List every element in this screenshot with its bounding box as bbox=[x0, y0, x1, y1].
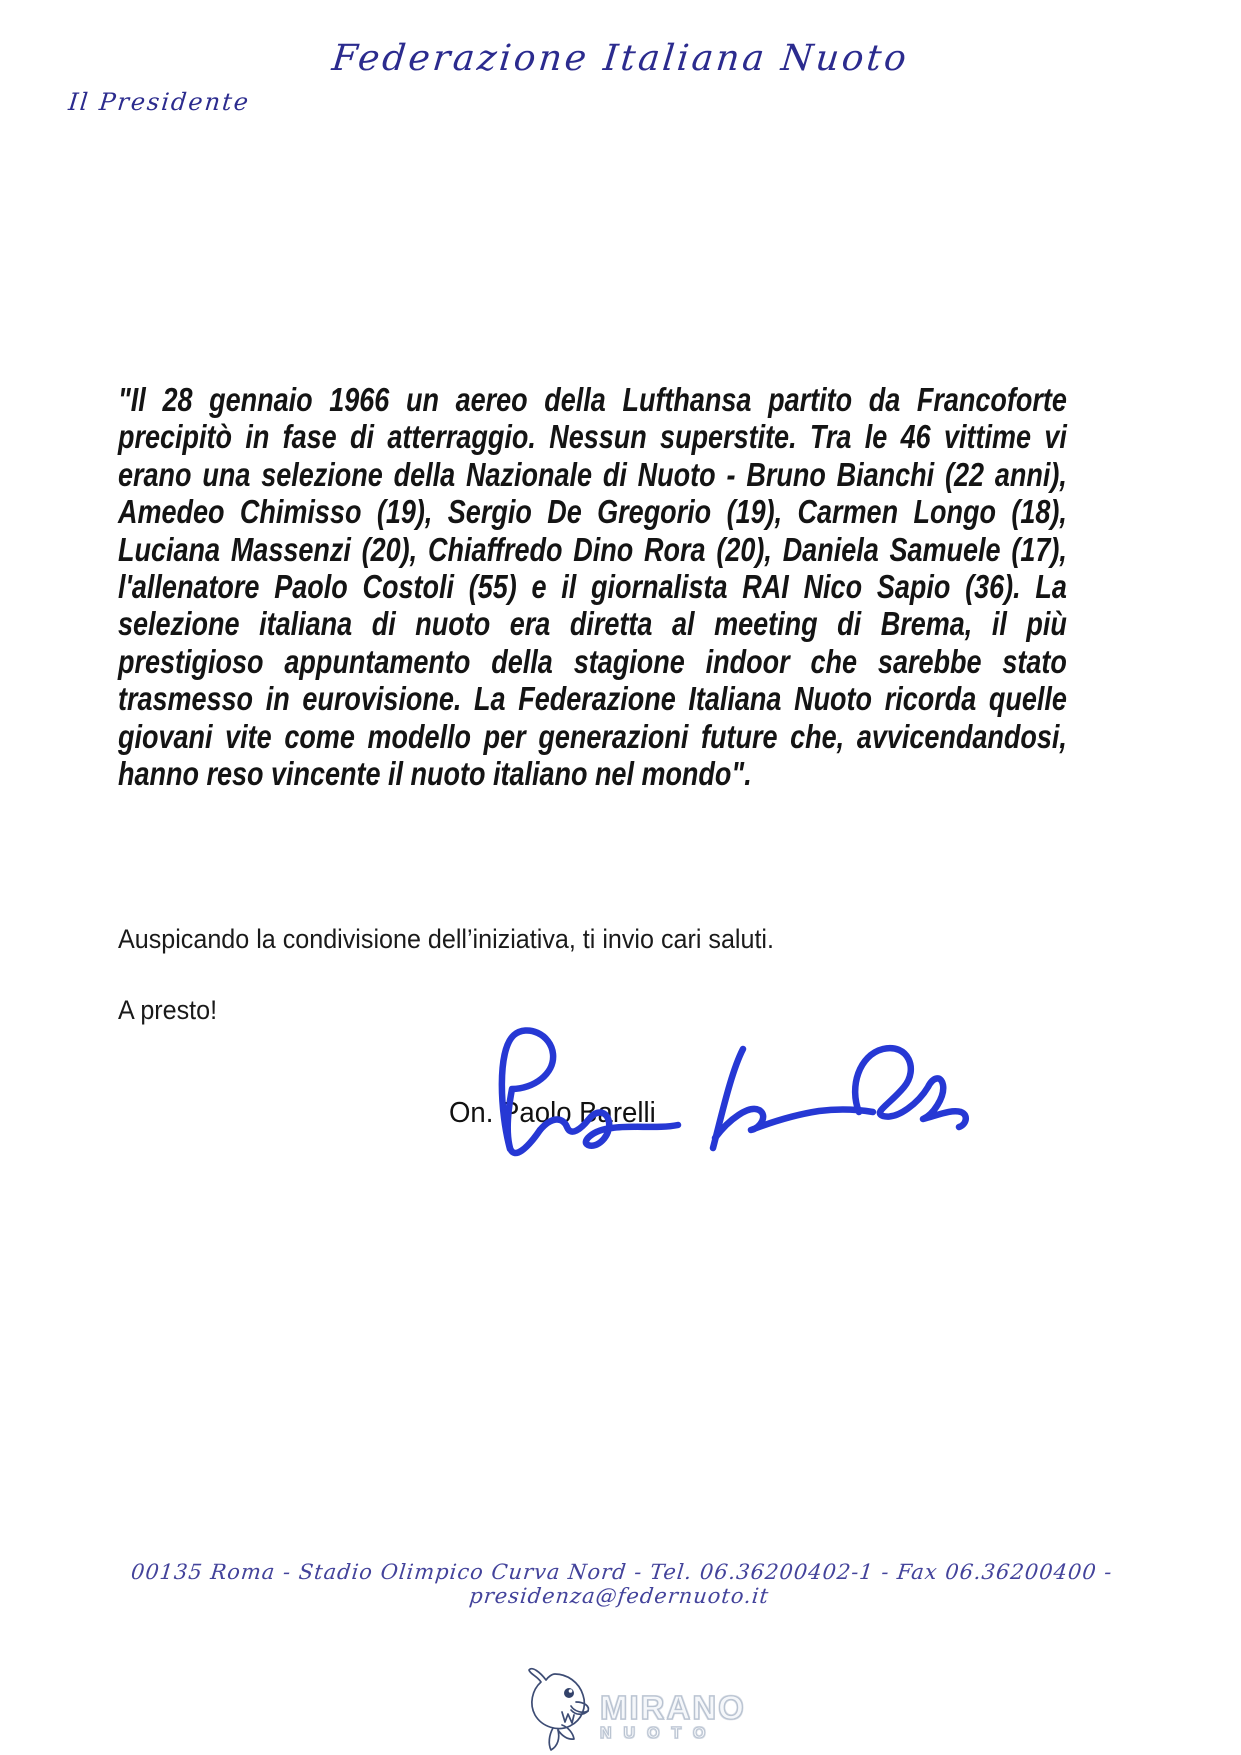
signature-stroke bbox=[715, 1109, 873, 1138]
logo-sub-brand: NUOTO bbox=[600, 1725, 718, 1742]
mirano-nuoto-logo bbox=[524, 1660, 746, 1752]
logo-brand-name: MIRANO bbox=[600, 1689, 746, 1726]
organization-name: Federazione Italiana Nuoto bbox=[330, 38, 911, 79]
signer-name: On. Paolo Barelli bbox=[449, 1097, 656, 1129]
dolphin-icon bbox=[524, 1660, 594, 1752]
closing-line: Auspicando la condivisione dell’iniziativa, ti invio cari saluti. bbox=[118, 924, 774, 954]
signature-ink bbox=[430, 1012, 990, 1162]
signature-stroke bbox=[713, 1049, 743, 1148]
quote-paragraph: "Il 28 gennaio 1966 un aereo della Lufthansa partito da Francoforte precipitò in fase di atterraggio. Nessun superstite. Tra le 46 vittime vi erano una selezione della Nazionale di Nuoto - Bruno Bianchi (22 anni), Amedeo Chimisso (19), Sergio De Gregorio (19), Carmen Longo (18), Luciana Massenzi (20), Chiaffredo Dino Rora (20), Daniela Samuele (17), l'allenatore Paolo Costoli (55) e il giornalista RAI Nico Sapio (36). La selezione italiana di nuoto era diretta al meeting di Brema, il più prestigioso appuntamento della stagione indoor che sarebbe stato trasmesso in eurovisione. La Federazione Italiana Nuoto ricorda quelle giovani vite come modello per generazioni future che, avvicendandosi, hanno reso vincente il nuoto italiano nel mondo". bbox=[118, 381, 1067, 793]
salutation-line: A presto! bbox=[118, 995, 218, 1025]
logo-text bbox=[600, 1689, 746, 1743]
footer-contact-line: 00135 Roma - Stadio Olimpico Curva Nord - Tel. 06.36200402-1 - Fax 06.36200400 - presidenza@federnuoto.it bbox=[129, 1560, 1114, 1608]
signature-stroke bbox=[855, 1048, 966, 1127]
signature-stroke bbox=[502, 1030, 553, 1153]
sender-title: Il Presidente bbox=[67, 88, 252, 116]
